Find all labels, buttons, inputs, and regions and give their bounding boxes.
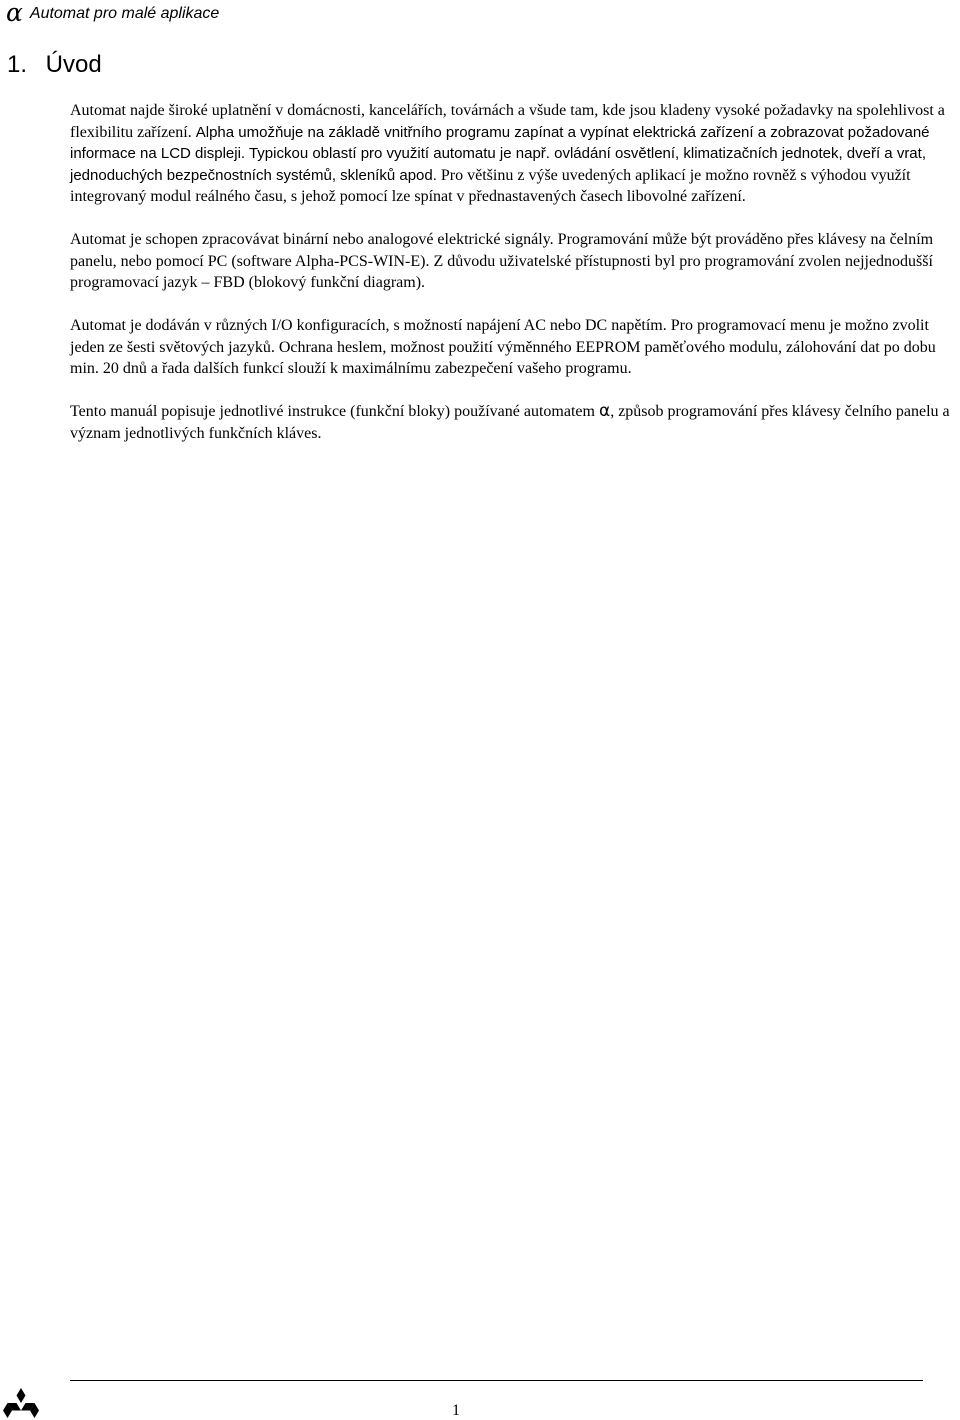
alpha-inline-symbol: α [598,401,611,421]
page-number: 1 [452,1402,460,1419]
paragraph-1-part-b: Alpha umožňuje na základě vnitřního programu zapínat a vypínat elektrická zařízení a zobrazovat požadované informace na LCD displeji. Typickou oblastí pro využití automatu je např. ovládání osvětlení, klimatizačních jednotek, dveří a vrat, jednoduchých bezpečnostních systémů, skleníků apod. [70,123,930,184]
footer-rule [70,1380,923,1381]
paragraph-1 [70,100,950,208]
header-title: Automat pro malé aplikace [29,5,220,22]
alpha-symbol: α [6,0,23,27]
paragraph-3: Automat je dodáván v různých I/O konfiguracích, s možností napájení AC nebo DC napětím. Pro programovací menu je možno zvolit jeden ze šesti světových jazyků. Ochrana heslem, možnost použití výměnného EEPROM paměťového modulu, zálohování dat po dobu min. 20 dnů a řada dalších funkcí slouží k maximálnímu zabezpečení vašeho programu. [70,317,936,377]
section-number: 1. [7,51,28,78]
body-text [70,100,950,466]
paragraph-2: Automat je schopen zpracovávat binární nebo analogové elektrické signály. Programování může být prováděno přes klávesy na čelním panelu, nebo pomocí PC (software Alpha-PCS-WIN-E). Z důvodu uživatelské přístupnosti byl pro programování zvolen nejjednodušší programovací jazyk – FBD (blokový funkční diagram). [70,231,934,291]
paragraph-1-part-a: Automat najde široké uplatnění v domácnosti, kancelářích, továrnách a všude tam, kde jsou kladeny vysoké požadavky na spolehlivost a flexibilitu zařízení. [70,102,945,141]
section-heading [7,50,102,80]
paragraph-4-after: , způsob programování přes klávesy čelního panelu a význam jednotlivých funkčních kláves. [70,403,950,442]
section-title: Úvod [45,51,102,78]
running-header [6,0,219,26]
paragraph-1-part-c: Pro většinu z výše uvedených aplikací je možno rovněž s výhodou využít integrovaný modul reálného času, s jehož pomocí lze spínat v přednastavených časech libovolné zařízení. [70,166,911,205]
three-diamond-logo-icon [2,1388,40,1418]
paragraph-4 [70,401,950,444]
paragraph-4-before: Tento manuál popisuje jednotlivé instrukce (funkční bloky) používané automatem [70,403,599,420]
